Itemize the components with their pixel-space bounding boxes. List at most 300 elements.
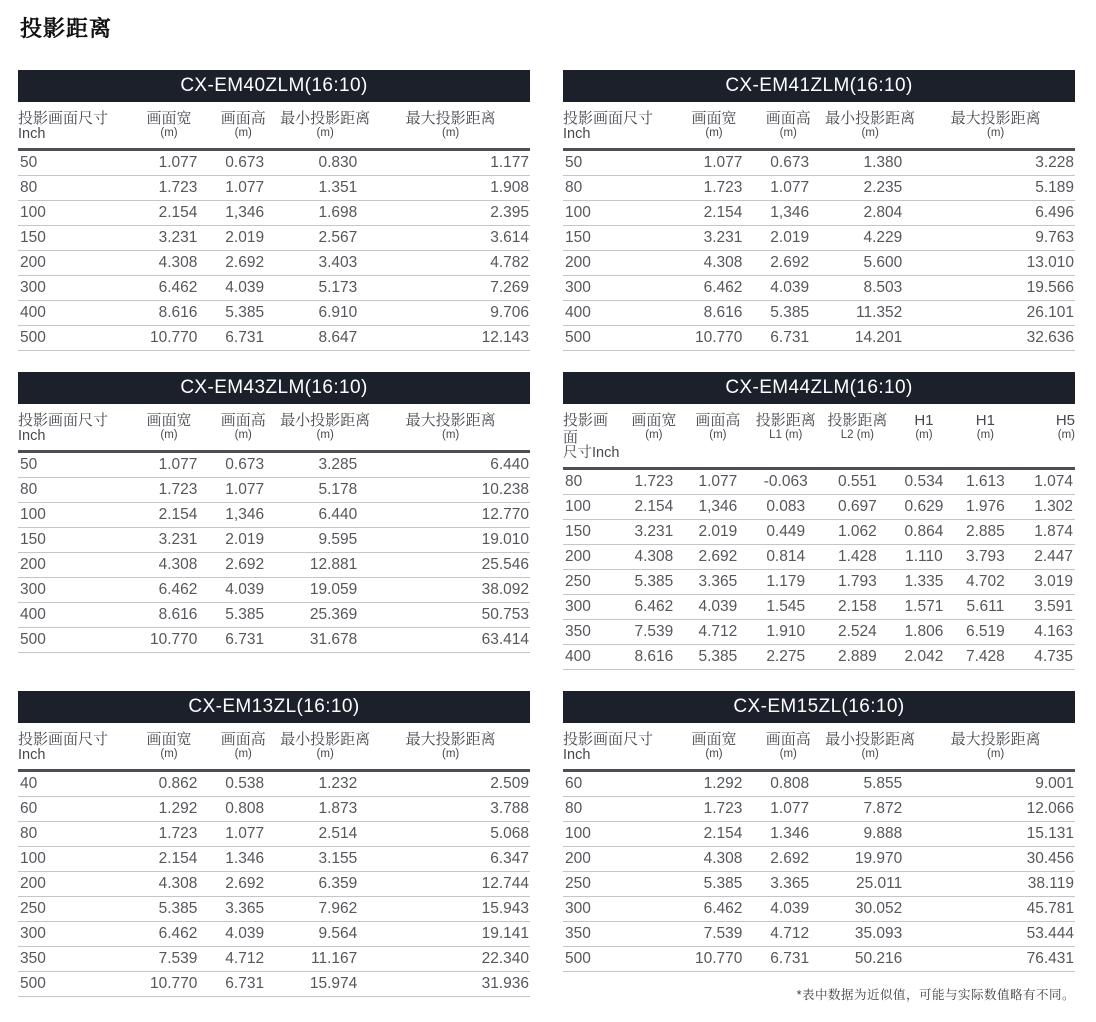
cell: 2.019 bbox=[686, 520, 750, 545]
cell: 1.177 bbox=[371, 150, 530, 176]
cell: 1.346 bbox=[752, 822, 824, 847]
cell: 10.770 bbox=[131, 628, 208, 653]
cell: 60 bbox=[563, 771, 676, 797]
cell: 2.042 bbox=[893, 645, 954, 670]
cell: 100 bbox=[18, 503, 131, 528]
cell: 63.414 bbox=[371, 628, 530, 653]
cell: 6.731 bbox=[752, 947, 824, 972]
cell: 1.571 bbox=[893, 595, 954, 620]
cell: 30.456 bbox=[916, 847, 1075, 872]
cell: 31.936 bbox=[371, 972, 530, 997]
cell: 1.351 bbox=[279, 176, 371, 201]
column-header: H5 (m) bbox=[1016, 404, 1075, 469]
column-header: 画面高 (m) bbox=[752, 723, 824, 771]
projection-table bbox=[18, 404, 530, 653]
cell: 4.308 bbox=[622, 545, 686, 570]
column-header: 最小投影距离 (m) bbox=[279, 404, 371, 452]
cell: 4.163 bbox=[1016, 620, 1075, 645]
table-row bbox=[18, 478, 530, 503]
cell: 40 bbox=[18, 771, 131, 797]
table-title: CX-EM40ZLM(16:10) bbox=[180, 75, 368, 96]
cell: 2.692 bbox=[752, 847, 824, 872]
cell: 25.546 bbox=[371, 553, 530, 578]
cell: 1.077 bbox=[207, 478, 279, 503]
table-row bbox=[563, 922, 1075, 947]
cell: 3.793 bbox=[955, 545, 1016, 570]
cell: 0.697 bbox=[822, 495, 894, 520]
cell: 1.077 bbox=[676, 150, 753, 176]
table-row bbox=[18, 276, 530, 301]
cell: 6.519 bbox=[955, 620, 1016, 645]
projection-table bbox=[18, 723, 530, 997]
table-row bbox=[18, 603, 530, 628]
cell: 6.910 bbox=[279, 301, 371, 326]
column-header-row bbox=[563, 723, 1075, 771]
column-header: 投影画面尺寸 Inch bbox=[18, 723, 131, 771]
cell: 50 bbox=[18, 150, 131, 176]
cell: 8.616 bbox=[622, 645, 686, 670]
cell: 1.077 bbox=[131, 452, 208, 478]
cell: 2.524 bbox=[822, 620, 894, 645]
cell: 80 bbox=[18, 176, 131, 201]
cell: 38.092 bbox=[371, 578, 530, 603]
table-cx-em41zlm bbox=[563, 70, 1075, 351]
column-header: 最小投影距离 (m) bbox=[824, 723, 916, 771]
table-row bbox=[563, 201, 1075, 226]
column-header: 最大投影距离 (m) bbox=[916, 723, 1075, 771]
cell: 6.359 bbox=[279, 872, 371, 897]
cell: 4.039 bbox=[686, 595, 750, 620]
cell: 4.039 bbox=[752, 276, 824, 301]
column-header: 画面宽 (m) bbox=[676, 102, 753, 150]
column-header: 最大投影距离 (m) bbox=[371, 723, 530, 771]
table-row bbox=[563, 251, 1075, 276]
column-header: 画面高 (m) bbox=[207, 404, 279, 452]
cell: 1.062 bbox=[822, 520, 894, 545]
cell: 100 bbox=[563, 495, 622, 520]
cell: 6.731 bbox=[207, 326, 279, 351]
cell: 250 bbox=[563, 872, 676, 897]
cell: 200 bbox=[563, 251, 676, 276]
cell: 80 bbox=[563, 469, 622, 495]
cell: 0.551 bbox=[822, 469, 894, 495]
cell: 1.723 bbox=[131, 478, 208, 503]
cell: 500 bbox=[18, 972, 131, 997]
cell: 5.600 bbox=[824, 251, 916, 276]
table-row bbox=[18, 503, 530, 528]
cell: 2.692 bbox=[207, 553, 279, 578]
table-row bbox=[563, 495, 1075, 520]
cell: 0.449 bbox=[750, 520, 822, 545]
page-title: 投影距离 bbox=[20, 16, 113, 41]
table-title-bar bbox=[18, 372, 530, 404]
cell: 0.864 bbox=[893, 520, 954, 545]
cell: 8.616 bbox=[676, 301, 753, 326]
column-header: H1 (m) bbox=[893, 404, 954, 469]
cell: 5.385 bbox=[686, 645, 750, 670]
cell: 300 bbox=[18, 922, 131, 947]
cell: 32.636 bbox=[916, 326, 1075, 351]
cell: 1.806 bbox=[893, 620, 954, 645]
cell: 5.189 bbox=[916, 176, 1075, 201]
cell: 2.889 bbox=[822, 645, 894, 670]
projection-table bbox=[563, 723, 1075, 972]
cell: 1.723 bbox=[622, 469, 686, 495]
column-header: 投影画面尺寸 Inch bbox=[563, 102, 676, 150]
cell: 11.352 bbox=[824, 301, 916, 326]
cell: 300 bbox=[563, 276, 676, 301]
cell: 25.369 bbox=[279, 603, 371, 628]
table-cx-em43zlm bbox=[18, 372, 530, 653]
cell: 5.385 bbox=[676, 872, 753, 897]
cell: 4.308 bbox=[131, 251, 208, 276]
table-row bbox=[563, 226, 1075, 251]
cell: 4.712 bbox=[752, 922, 824, 947]
table-row bbox=[563, 797, 1075, 822]
table-title: CX-EM15ZL(16:10) bbox=[733, 696, 905, 717]
table-row bbox=[18, 150, 530, 176]
cell: 3.231 bbox=[676, 226, 753, 251]
table-row bbox=[18, 553, 530, 578]
cell: 3.231 bbox=[622, 520, 686, 545]
cell: 9.595 bbox=[279, 528, 371, 553]
column-header: 最小投影距离 (m) bbox=[824, 102, 916, 150]
cell: 1.232 bbox=[279, 771, 371, 797]
column-header: H1 (m) bbox=[955, 404, 1016, 469]
cell: 2.154 bbox=[131, 503, 208, 528]
cell: 400 bbox=[18, 603, 131, 628]
cell: 1.723 bbox=[131, 822, 208, 847]
cell: 19.970 bbox=[824, 847, 916, 872]
column-header: 最小投影距离 (m) bbox=[279, 102, 371, 150]
column-header-row bbox=[18, 404, 530, 452]
cell: 1,346 bbox=[207, 201, 279, 226]
cell: 5.385 bbox=[752, 301, 824, 326]
cell: 4.702 bbox=[955, 570, 1016, 595]
column-header: 画面高 (m) bbox=[686, 404, 750, 469]
cell: 0.538 bbox=[207, 771, 279, 797]
cell: 300 bbox=[18, 276, 131, 301]
cell: 6.440 bbox=[371, 452, 530, 478]
cell: 1.346 bbox=[207, 847, 279, 872]
cell: 12.770 bbox=[371, 503, 530, 528]
cell: 6.462 bbox=[676, 897, 753, 922]
cell: 3.155 bbox=[279, 847, 371, 872]
cell: 1.077 bbox=[752, 797, 824, 822]
table-title: CX-EM43ZLM(16:10) bbox=[180, 377, 368, 398]
cell: 4.735 bbox=[1016, 645, 1075, 670]
cell: 8.616 bbox=[131, 603, 208, 628]
table-row bbox=[563, 822, 1075, 847]
cell: 9.763 bbox=[916, 226, 1075, 251]
cell: 22.340 bbox=[371, 947, 530, 972]
cell: 0.673 bbox=[752, 150, 824, 176]
cell: 1,346 bbox=[752, 201, 824, 226]
cell: 2.019 bbox=[752, 226, 824, 251]
column-header: 最小投影距离 (m) bbox=[279, 723, 371, 771]
cell: 2.447 bbox=[1016, 545, 1075, 570]
column-header-row bbox=[18, 723, 530, 771]
cell: 150 bbox=[18, 226, 131, 251]
cell: 5.178 bbox=[279, 478, 371, 503]
cell: 350 bbox=[18, 947, 131, 972]
column-header: 画面宽 (m) bbox=[131, 723, 208, 771]
cell: 15.131 bbox=[916, 822, 1075, 847]
table-row bbox=[563, 645, 1075, 670]
table-row bbox=[18, 176, 530, 201]
cell: 5.385 bbox=[207, 301, 279, 326]
cell: 1.910 bbox=[750, 620, 822, 645]
projection-table bbox=[563, 102, 1075, 351]
cell: 2.158 bbox=[822, 595, 894, 620]
column-header: 画面高 (m) bbox=[207, 102, 279, 150]
table-row bbox=[563, 545, 1075, 570]
cell: 5.855 bbox=[824, 771, 916, 797]
table-row bbox=[563, 150, 1075, 176]
cell: 50.216 bbox=[824, 947, 916, 972]
cell: 38.119 bbox=[916, 872, 1075, 897]
cell: 3.614 bbox=[371, 226, 530, 251]
cell: 8.616 bbox=[131, 301, 208, 326]
table-row bbox=[563, 872, 1075, 897]
tables-grid bbox=[18, 70, 1078, 1003]
cell: 2.395 bbox=[371, 201, 530, 226]
cell: 2.509 bbox=[371, 771, 530, 797]
cell: 19.059 bbox=[279, 578, 371, 603]
cell: 8.503 bbox=[824, 276, 916, 301]
cell: 500 bbox=[563, 326, 676, 351]
cell: 7.428 bbox=[955, 645, 1016, 670]
column-header-row bbox=[563, 102, 1075, 150]
cell: 500 bbox=[18, 628, 131, 653]
column-header: 画面宽 (m) bbox=[622, 404, 686, 469]
table-title-bar bbox=[563, 691, 1075, 723]
table-row bbox=[563, 897, 1075, 922]
cell: 14.201 bbox=[824, 326, 916, 351]
cell: 6.462 bbox=[131, 578, 208, 603]
table-row bbox=[18, 528, 530, 553]
projection-table bbox=[18, 102, 530, 351]
cell: 80 bbox=[563, 176, 676, 201]
column-header: 最大投影距离 (m) bbox=[916, 102, 1075, 150]
cell: 5.068 bbox=[371, 822, 530, 847]
cell: 350 bbox=[563, 620, 622, 645]
cell: 300 bbox=[18, 578, 131, 603]
cell: 9.001 bbox=[916, 771, 1075, 797]
table-row bbox=[18, 947, 530, 972]
cell: 100 bbox=[18, 201, 131, 226]
column-header: 最大投影距离 (m) bbox=[371, 102, 530, 150]
table-row bbox=[563, 176, 1075, 201]
cell: 6.731 bbox=[207, 628, 279, 653]
cell: 3.365 bbox=[686, 570, 750, 595]
cell: 1.545 bbox=[750, 595, 822, 620]
cell: 4.229 bbox=[824, 226, 916, 251]
table-row bbox=[18, 972, 530, 997]
cell: 1.380 bbox=[824, 150, 916, 176]
cell: 2.019 bbox=[207, 226, 279, 251]
cell: 4.039 bbox=[207, 276, 279, 301]
cell: 2.235 bbox=[824, 176, 916, 201]
cell: 8.647 bbox=[279, 326, 371, 351]
cell: 80 bbox=[18, 822, 131, 847]
table-title-bar bbox=[563, 372, 1075, 404]
table-row bbox=[18, 847, 530, 872]
cell: 31.678 bbox=[279, 628, 371, 653]
cell: 12.066 bbox=[916, 797, 1075, 822]
cell: 4.308 bbox=[131, 872, 208, 897]
column-header: 画面宽 (m) bbox=[131, 404, 208, 452]
cell: 1.335 bbox=[893, 570, 954, 595]
cell: 3.019 bbox=[1016, 570, 1075, 595]
table-title-bar bbox=[18, 691, 530, 723]
table-row bbox=[18, 326, 530, 351]
table-row bbox=[18, 578, 530, 603]
cell: 19.566 bbox=[916, 276, 1075, 301]
cell: 400 bbox=[18, 301, 131, 326]
cell: 4.039 bbox=[207, 922, 279, 947]
column-header-row bbox=[563, 404, 1075, 469]
cell: 1.077 bbox=[207, 822, 279, 847]
table-title-bar bbox=[18, 70, 530, 102]
table-row bbox=[563, 276, 1075, 301]
cell: 7.872 bbox=[824, 797, 916, 822]
cell: 300 bbox=[563, 897, 676, 922]
cell: 0.673 bbox=[207, 452, 279, 478]
cell: 7.269 bbox=[371, 276, 530, 301]
cell: 150 bbox=[563, 226, 676, 251]
cell: 15.943 bbox=[371, 897, 530, 922]
cell: 400 bbox=[563, 301, 676, 326]
table-title: CX-EM13ZL(16:10) bbox=[188, 696, 360, 717]
cell: 5.385 bbox=[622, 570, 686, 595]
cell: 1.110 bbox=[893, 545, 954, 570]
cell: 200 bbox=[563, 545, 622, 570]
table-row bbox=[563, 520, 1075, 545]
cell: 11.167 bbox=[279, 947, 371, 972]
cell: 0.862 bbox=[131, 771, 208, 797]
cell: 250 bbox=[18, 897, 131, 922]
cell: 7.539 bbox=[622, 620, 686, 645]
cell: 1.074 bbox=[1016, 469, 1075, 495]
table-row bbox=[563, 620, 1075, 645]
cell: 1.613 bbox=[955, 469, 1016, 495]
cell: 200 bbox=[18, 251, 131, 276]
cell: 0.808 bbox=[207, 797, 279, 822]
cell: 6.440 bbox=[279, 503, 371, 528]
cell: 250 bbox=[563, 570, 622, 595]
cell: 100 bbox=[563, 201, 676, 226]
cell: 4.308 bbox=[676, 847, 753, 872]
cell: 3.231 bbox=[131, 226, 208, 251]
cell: 3.365 bbox=[752, 872, 824, 897]
cell: 50.753 bbox=[371, 603, 530, 628]
cell: 1,346 bbox=[207, 503, 279, 528]
cell: 100 bbox=[563, 822, 676, 847]
cell: 10.770 bbox=[131, 326, 208, 351]
cell: 1.292 bbox=[676, 771, 753, 797]
table-row bbox=[18, 797, 530, 822]
cell: 1.077 bbox=[686, 469, 750, 495]
cell: 19.141 bbox=[371, 922, 530, 947]
cell: 1.874 bbox=[1016, 520, 1075, 545]
cell: 2.154 bbox=[676, 822, 753, 847]
table-row bbox=[563, 595, 1075, 620]
cell: 1.723 bbox=[676, 176, 753, 201]
cell: 6.462 bbox=[622, 595, 686, 620]
cell: 13.010 bbox=[916, 251, 1075, 276]
cell: -0.063 bbox=[750, 469, 822, 495]
cell: 6.462 bbox=[676, 276, 753, 301]
cell: 200 bbox=[18, 553, 131, 578]
cell: 3.788 bbox=[371, 797, 530, 822]
cell: 2.804 bbox=[824, 201, 916, 226]
table-row bbox=[18, 897, 530, 922]
cell: 7.962 bbox=[279, 897, 371, 922]
table-row bbox=[18, 771, 530, 797]
cell: 25.011 bbox=[824, 872, 916, 897]
cell: 1.292 bbox=[131, 797, 208, 822]
cell: 12.744 bbox=[371, 872, 530, 897]
table-cx-em13zl bbox=[18, 691, 530, 997]
cell: 1.077 bbox=[207, 176, 279, 201]
cell: 2.567 bbox=[279, 226, 371, 251]
cell: 3.591 bbox=[1016, 595, 1075, 620]
cell: 4.039 bbox=[752, 897, 824, 922]
column-header: 投影距离 L2 (m) bbox=[822, 404, 894, 469]
cell: 4.712 bbox=[686, 620, 750, 645]
cell: 2.692 bbox=[752, 251, 824, 276]
cell: 1.077 bbox=[131, 150, 208, 176]
cell: 1.873 bbox=[279, 797, 371, 822]
table-cx-em44zlm bbox=[563, 372, 1075, 670]
table-row bbox=[563, 847, 1075, 872]
cell: 76.431 bbox=[916, 947, 1075, 972]
cell: 2.275 bbox=[750, 645, 822, 670]
cell: 53.444 bbox=[916, 922, 1075, 947]
cell: 6.731 bbox=[207, 972, 279, 997]
cell: 2.154 bbox=[676, 201, 753, 226]
cell: 1.077 bbox=[752, 176, 824, 201]
column-header: 投影画面尺寸 Inch bbox=[18, 404, 131, 452]
cell: 6.731 bbox=[752, 326, 824, 351]
cell: 30.052 bbox=[824, 897, 916, 922]
table-row bbox=[18, 628, 530, 653]
cell: 150 bbox=[563, 520, 622, 545]
table-title: CX-EM44ZLM(16:10) bbox=[725, 377, 913, 398]
cell: 3.228 bbox=[916, 150, 1075, 176]
cell: 4.308 bbox=[676, 251, 753, 276]
cell: 0.629 bbox=[893, 495, 954, 520]
cell: 5.173 bbox=[279, 276, 371, 301]
cell: 400 bbox=[563, 645, 622, 670]
table-row bbox=[563, 771, 1075, 797]
cell: 300 bbox=[563, 595, 622, 620]
cell: 1.976 bbox=[955, 495, 1016, 520]
cell: 5.385 bbox=[207, 603, 279, 628]
cell: 7.539 bbox=[131, 947, 208, 972]
cell: 19.010 bbox=[371, 528, 530, 553]
table-row bbox=[563, 326, 1075, 351]
table-cx-em40zlm bbox=[18, 70, 530, 351]
cell: 15.974 bbox=[279, 972, 371, 997]
cell: 1,346 bbox=[686, 495, 750, 520]
cell: 200 bbox=[563, 847, 676, 872]
cell: 12.143 bbox=[371, 326, 530, 351]
cell: 9.706 bbox=[371, 301, 530, 326]
cell: 0.083 bbox=[750, 495, 822, 520]
column-header: 画面宽 (m) bbox=[131, 102, 208, 150]
